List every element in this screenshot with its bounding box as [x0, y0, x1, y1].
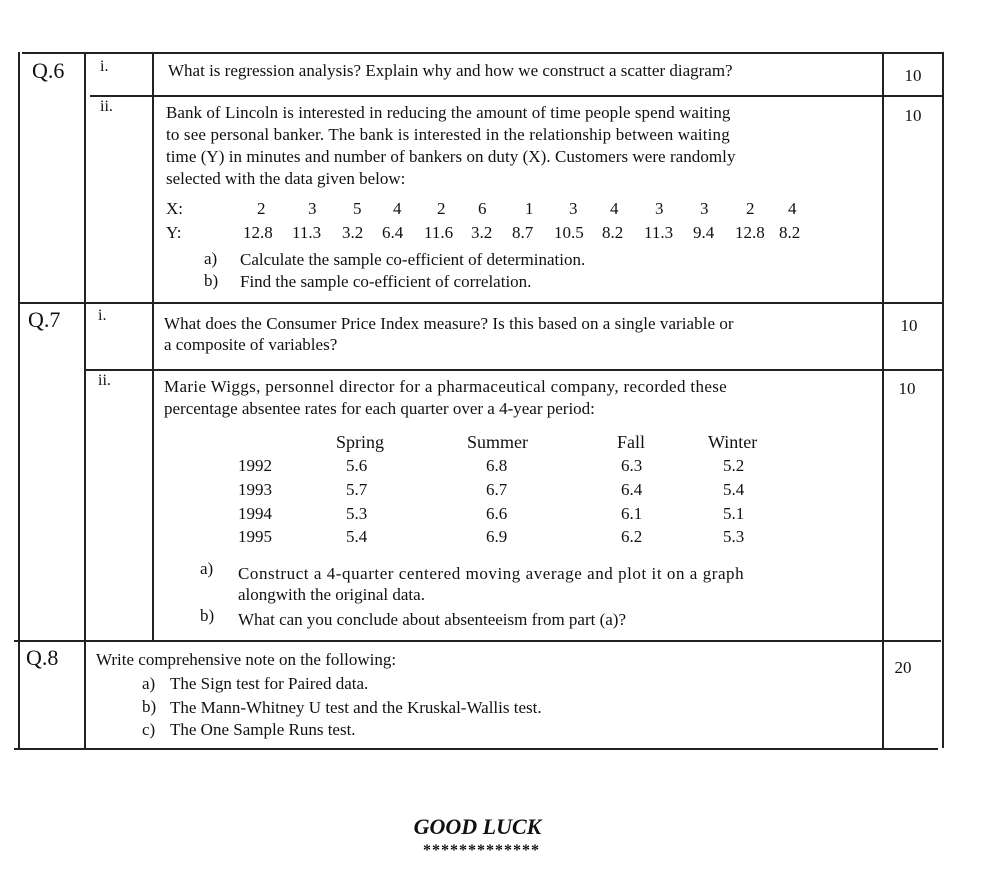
sub-column-divider [152, 52, 154, 640]
y-value: 3.2 [471, 223, 493, 242]
q8-text: Write comprehensive note on the following: [96, 650, 397, 669]
q8-part-a-label: a) [142, 674, 156, 693]
q6-ii-line-4: selected with the data given below: [166, 169, 406, 188]
q7-ii-line-2: percentage absentee rates for each quarter over a 4-year period: [164, 399, 595, 418]
x-value: 5 [353, 199, 362, 218]
x-value: 3 [700, 199, 709, 218]
q8-part-a-text: The Sign test for Paired data. [170, 674, 369, 693]
q6-ii-line-3: time (Y) in minutes and number of bankers on duty (X). Customers were randomly [166, 147, 736, 166]
q7-i-line-1: What does the Consumer Price Index measure? Is this based on a single variable or [164, 314, 734, 333]
y-value: 3.2 [342, 223, 364, 242]
q6-i-label: i. [100, 58, 109, 75]
q7-i-marks: 10 [900, 316, 918, 335]
value-cell: 5.1 [723, 504, 745, 523]
q7-part-b-text: What can you conclude about absenteeism from part (a)? [238, 610, 627, 629]
x-value: 4 [393, 199, 402, 218]
x-value: 3 [655, 199, 664, 218]
q7-ii-marks: 10 [898, 379, 916, 398]
x-value: 3 [308, 199, 317, 218]
q8-marks: 20 [894, 658, 912, 677]
year-cell: 1993 [238, 480, 272, 499]
value-cell: 5.2 [723, 456, 745, 475]
x-value: 4 [610, 199, 619, 218]
value-cell: 6.1 [621, 504, 643, 523]
x-value: 2 [746, 199, 755, 218]
year-cell: 1992 [238, 456, 272, 475]
table-border-top [22, 52, 944, 54]
y-value: 11.6 [424, 223, 454, 242]
x-value: 2 [257, 199, 266, 218]
q7-i-label: i. [98, 307, 107, 324]
q8-part-b-label: b) [142, 697, 157, 716]
table-border-left [18, 52, 20, 748]
year-cell: 1995 [238, 527, 272, 546]
good-luck-title: GOOD LUCK [413, 814, 542, 839]
q7-number: Q.7 [28, 307, 61, 332]
y-value: 10.5 [554, 223, 584, 242]
q7-part-a-line-2: alongwith the original data. [238, 585, 425, 604]
year-cell: 1994 [238, 504, 272, 523]
q8-part-c-text: The One Sample Runs test. [170, 720, 356, 739]
q6-part-b-text: Find the sample co-efficient of correlation. [240, 272, 532, 291]
value-cell: 6.2 [621, 527, 643, 546]
y-value: 8.7 [512, 223, 534, 242]
column-header: Spring [336, 432, 385, 452]
marks-column-divider [882, 52, 884, 748]
value-cell: 5.7 [346, 480, 368, 499]
q6-ii-marks: 10 [904, 106, 922, 125]
q7-part-b-label: b) [200, 606, 215, 625]
y-label: Y: [166, 223, 182, 242]
q6-part-a-text: Calculate the sample co-efficient of determination. [240, 250, 586, 269]
q6-part-b-label: b) [204, 271, 219, 290]
y-value: 12.8 [243, 223, 273, 242]
value-cell: 5.4 [346, 527, 368, 546]
q6-ii-label: ii. [100, 98, 113, 115]
qnum-column-divider [84, 52, 86, 748]
value-cell: 5.4 [723, 480, 745, 499]
q6-ii-line-2: to see personal banker. The bank is interested in the relationship between waiting [166, 125, 730, 144]
q7-ii-line-1: Marie Wiggs, personnel director for a pharmaceutical company, recorded these [164, 377, 728, 396]
value-cell: 6.3 [621, 456, 643, 475]
column-header: Fall [617, 432, 646, 452]
y-value: 12.8 [735, 223, 765, 242]
q6-part-a-label: a) [204, 249, 218, 268]
y-value: 6.4 [382, 223, 404, 242]
value-cell: 6.7 [486, 480, 508, 499]
q6-i-text: What is regression analysis? Explain why and how we construct a scatter diagram? [168, 61, 733, 80]
q7-ii-label: ii. [98, 372, 111, 389]
q6-ii-line-1: Bank of Lincoln is interested in reducing the amount of time people spend waiting [166, 103, 731, 122]
q6-i-marks: 10 [904, 66, 922, 85]
x-label: X: [166, 199, 183, 218]
q7-i-divider [86, 369, 944, 371]
table-border-bottom [14, 748, 938, 750]
y-value: 11.3 [644, 223, 674, 242]
x-value: 2 [437, 199, 446, 218]
value-cell: 6.6 [486, 504, 508, 523]
value-cell: 5.6 [346, 456, 368, 475]
table-border-right [942, 52, 944, 748]
q7-part-a-line-1: Construct a 4-quarter centered moving average and plot it on a graph [238, 564, 745, 583]
q8-part-b-text: The Mann-Whitney U test and the Kruskal-Wallis test. [170, 698, 542, 717]
y-value: 9.4 [693, 223, 715, 242]
value-cell: 6.8 [486, 456, 508, 475]
value-cell: 5.3 [346, 504, 368, 523]
y-value: 8.2 [779, 223, 801, 242]
footer-stars: ************* [423, 842, 540, 859]
y-value: 8.2 [602, 223, 624, 242]
x-value: 3 [569, 199, 578, 218]
value-cell: 5.3 [723, 527, 745, 546]
q6-number: Q.6 [32, 58, 65, 83]
value-cell: 6.9 [486, 527, 508, 546]
column-header: Summer [467, 432, 528, 452]
q8-part-c-label: c) [142, 720, 156, 739]
q8-number: Q.8 [26, 645, 59, 670]
value-cell: 6.4 [621, 480, 643, 499]
q7-part-a-label: a) [200, 559, 214, 578]
x-value: 1 [525, 199, 534, 218]
q7-top-border [18, 302, 944, 304]
q7-i-line-2: a composite of variables? [164, 335, 338, 354]
column-header: Winter [708, 432, 758, 452]
y-value: 11.3 [292, 223, 322, 242]
q6-i-divider [90, 95, 944, 97]
x-value: 6 [478, 199, 487, 218]
q8-top-border [14, 640, 941, 642]
x-value: 4 [788, 199, 797, 218]
